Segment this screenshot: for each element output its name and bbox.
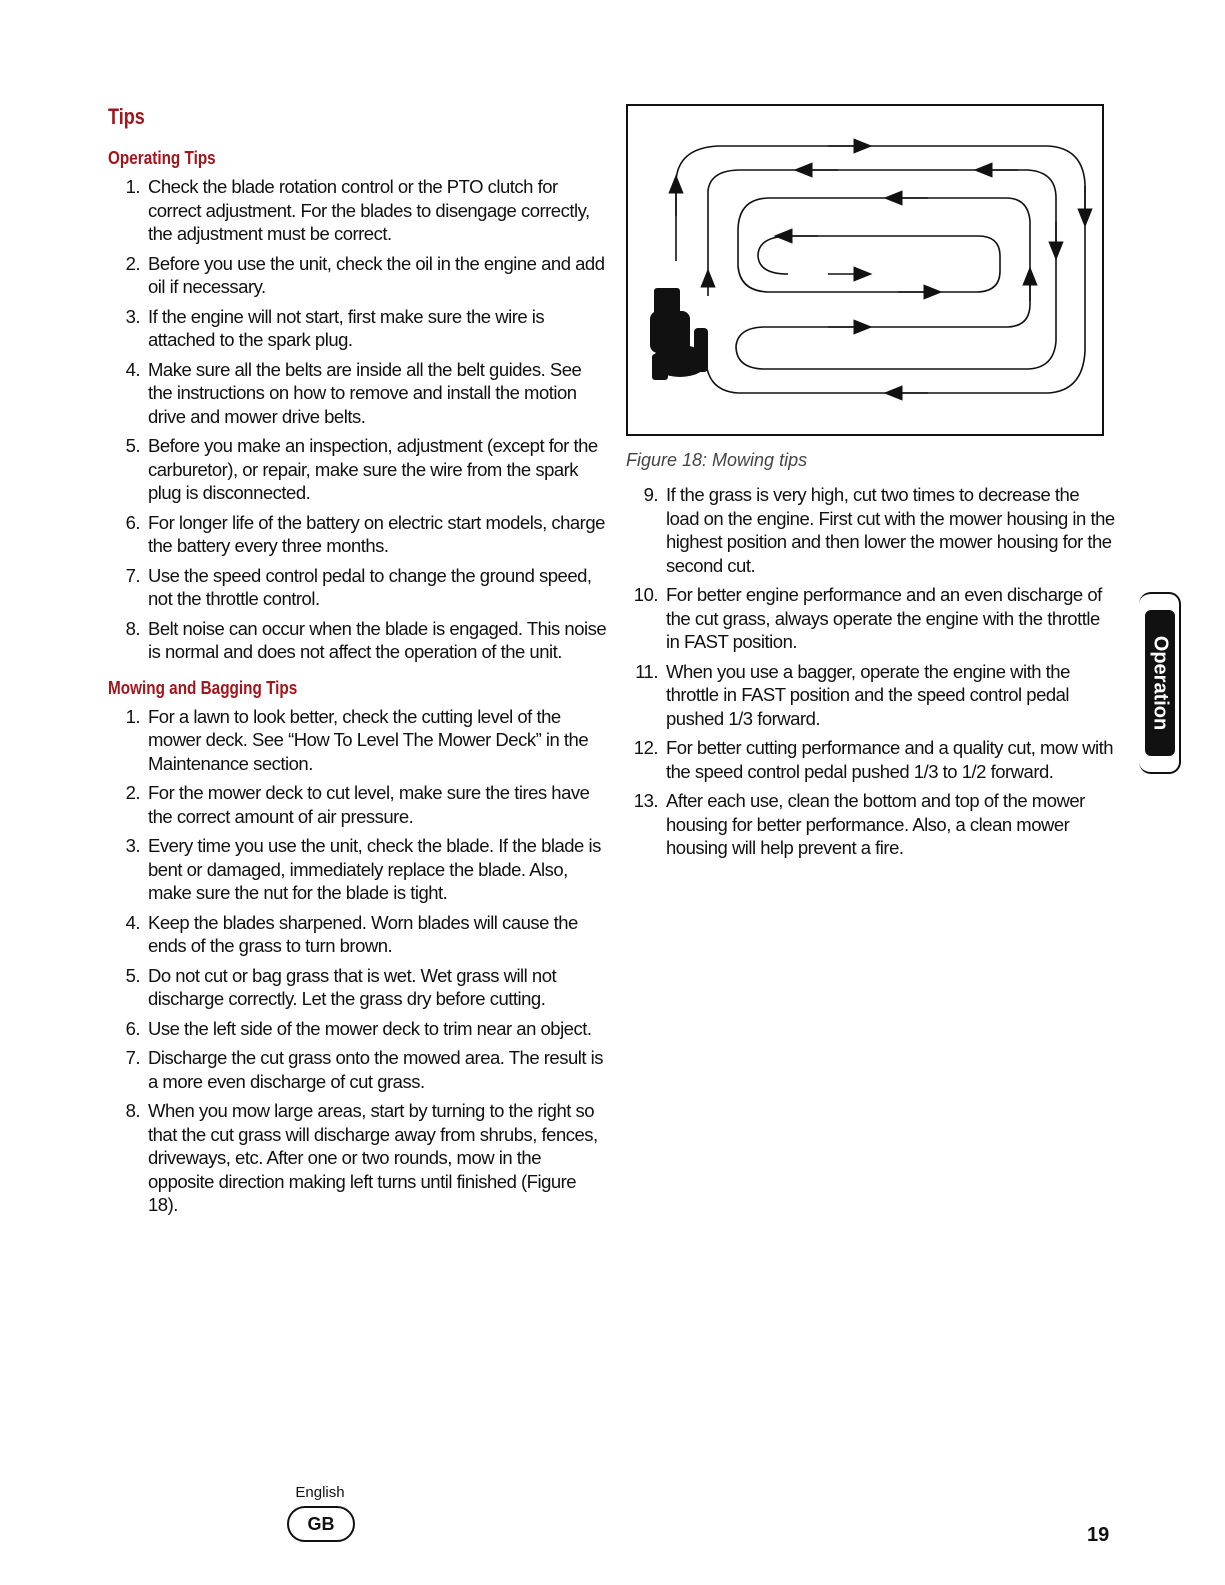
list-item xyxy=(108,834,608,905)
item-number: 11. xyxy=(635,660,658,682)
list-item xyxy=(108,617,608,664)
mowing-tips-heading: Mowing and Bagging Tips xyxy=(108,677,298,698)
item-text: Make sure all the belts are inside all the belt guides. See the instructions on how to remove and install the motion drive and mower drive belts. xyxy=(148,358,582,427)
figure-caption: Figure 18: Mowing tips xyxy=(626,450,808,470)
left-column xyxy=(108,104,608,1231)
item-number: 6. xyxy=(125,511,140,533)
item-text: Keep the blades sharpened. Worn blades will cause the ends of the grass to turn brown. xyxy=(148,911,578,956)
mower-icon xyxy=(650,288,708,380)
list-item xyxy=(108,252,608,299)
item-text: After each use, clean the bottom and top of the mower housing for better performance. Also, a clean mower housing will help prevent a fire. xyxy=(666,790,1085,858)
section-tab-label: Operation xyxy=(1149,635,1172,731)
item-number: 4. xyxy=(125,911,140,933)
list-item xyxy=(108,434,608,505)
operating-tips-list xyxy=(108,175,608,664)
item-number: 5. xyxy=(125,435,140,456)
item-text: If the engine will not start, first make sure the wire is attached to the spark plug. xyxy=(148,305,545,350)
operating-tips-heading: Operating Tips xyxy=(108,148,216,168)
item-number: 7. xyxy=(125,564,140,586)
second-path xyxy=(708,170,1056,369)
item-text: Check the blade rotation control or the PTO clutch for correct adjustment. For the blades to disengage correctly, the adjustment must be correct. xyxy=(148,176,590,244)
item-number: 12. xyxy=(633,737,658,758)
item-number: 10. xyxy=(633,584,658,605)
list-item xyxy=(108,911,608,958)
list-item xyxy=(108,1046,608,1093)
mowing-pattern-diagram xyxy=(628,106,1102,434)
item-text: Use the left side of the mower deck to trim near an object. xyxy=(148,1017,592,1039)
list-item xyxy=(108,1099,608,1217)
item-number: 3. xyxy=(125,835,140,856)
item-number: 3. xyxy=(125,305,140,327)
item-number: 2. xyxy=(125,782,140,803)
item-number: 8. xyxy=(125,617,140,639)
item-text: If the grass is very high, cut two times to decrease the load on the engine. First cut with the mower housing in the highest position and then lower the mower housing for the second cut. xyxy=(666,484,1115,576)
list-item xyxy=(108,1017,608,1041)
item-number: 2. xyxy=(125,252,140,274)
item-text: When you use a bagger, operate the engine with the throttle in FAST position and the speed control pedal pushed 1/3 forward. xyxy=(666,660,1070,729)
mowing-pattern-figure xyxy=(626,104,1104,436)
mowing-tips-list-continued xyxy=(620,483,1116,860)
language-label: English xyxy=(295,1484,345,1501)
list-item xyxy=(108,175,608,246)
item-number: 6. xyxy=(125,1017,140,1039)
right-column xyxy=(626,104,1116,874)
item-number: 4. xyxy=(125,358,140,380)
item-number: 5. xyxy=(125,964,140,986)
list-item xyxy=(620,483,1116,577)
list-item xyxy=(108,564,608,611)
item-text: Before you use the unit, check the oil in the engine and add oil if necessary. xyxy=(148,252,605,297)
list-item xyxy=(108,511,608,558)
item-text: Belt noise can occur when the blade is engaged. This noise is normal and does not affect the operation of the unit. xyxy=(148,617,607,662)
item-number: 1. xyxy=(125,176,140,197)
page-title: Tips xyxy=(108,104,145,129)
item-number: 9. xyxy=(643,484,658,505)
list-item xyxy=(108,305,608,352)
item-text: Do not cut or bag grass that is wet. Wet grass will not discharge correctly. Let the grass dry before cutting. xyxy=(148,964,557,1009)
list-item xyxy=(108,358,608,429)
item-number: 8. xyxy=(125,1100,140,1121)
list-item xyxy=(620,736,1116,783)
item-text: For a lawn to look better, check the cutting level of the mower deck. See “How To Level The Mower Deck” in the Maintenance section. xyxy=(148,705,589,774)
list-item xyxy=(620,583,1116,654)
language-badge: GB xyxy=(287,1506,355,1542)
item-text: For better cutting performance and a quality cut, mow with the speed control pedal pushed 1/3 to 1/2 forward. xyxy=(666,737,1114,782)
item-text: For longer life of the battery on electric start models, charge the battery every three months. xyxy=(148,511,605,556)
item-text: For the mower deck to cut level, make sure the tires have the correct amount of air pressure. xyxy=(148,782,590,827)
list-item xyxy=(108,781,608,828)
item-text: For better engine performance and an even discharge of the cut grass, always operate the engine with the throttle in FAST position. xyxy=(666,584,1102,652)
list-item xyxy=(620,660,1116,731)
page-number: 19 xyxy=(1087,1524,1110,1546)
item-number: 1. xyxy=(125,705,140,727)
item-text: Use the speed control pedal to change the ground speed, not the throttle control. xyxy=(148,564,592,609)
item-number: 13. xyxy=(633,790,658,811)
mowing-tips-list xyxy=(108,705,608,1217)
item-text: When you mow large areas, start by turning to the right so that the cut grass will discharge away from shrubs, fences, driveways, etc. After one or two rounds, mow in the opposite direction making left turns until finished (Figure 18). xyxy=(148,1100,598,1215)
item-text: Before you make an inspection, adjustment (except for the carburetor), or repair, make sure the wire from the spark plug is disconnected. xyxy=(148,435,598,503)
item-number: 7. xyxy=(125,1047,140,1068)
list-item xyxy=(620,789,1116,860)
list-item xyxy=(108,964,608,1011)
list-item xyxy=(108,705,608,776)
item-text: Discharge the cut grass onto the mowed area. The result is a more even discharge of cut grass. xyxy=(148,1047,603,1092)
item-text: Every time you use the unit, check the blade. If the blade is bent or damaged, immediately replace the blade. Also, make sure the nut for the blade is tight. xyxy=(148,835,601,903)
